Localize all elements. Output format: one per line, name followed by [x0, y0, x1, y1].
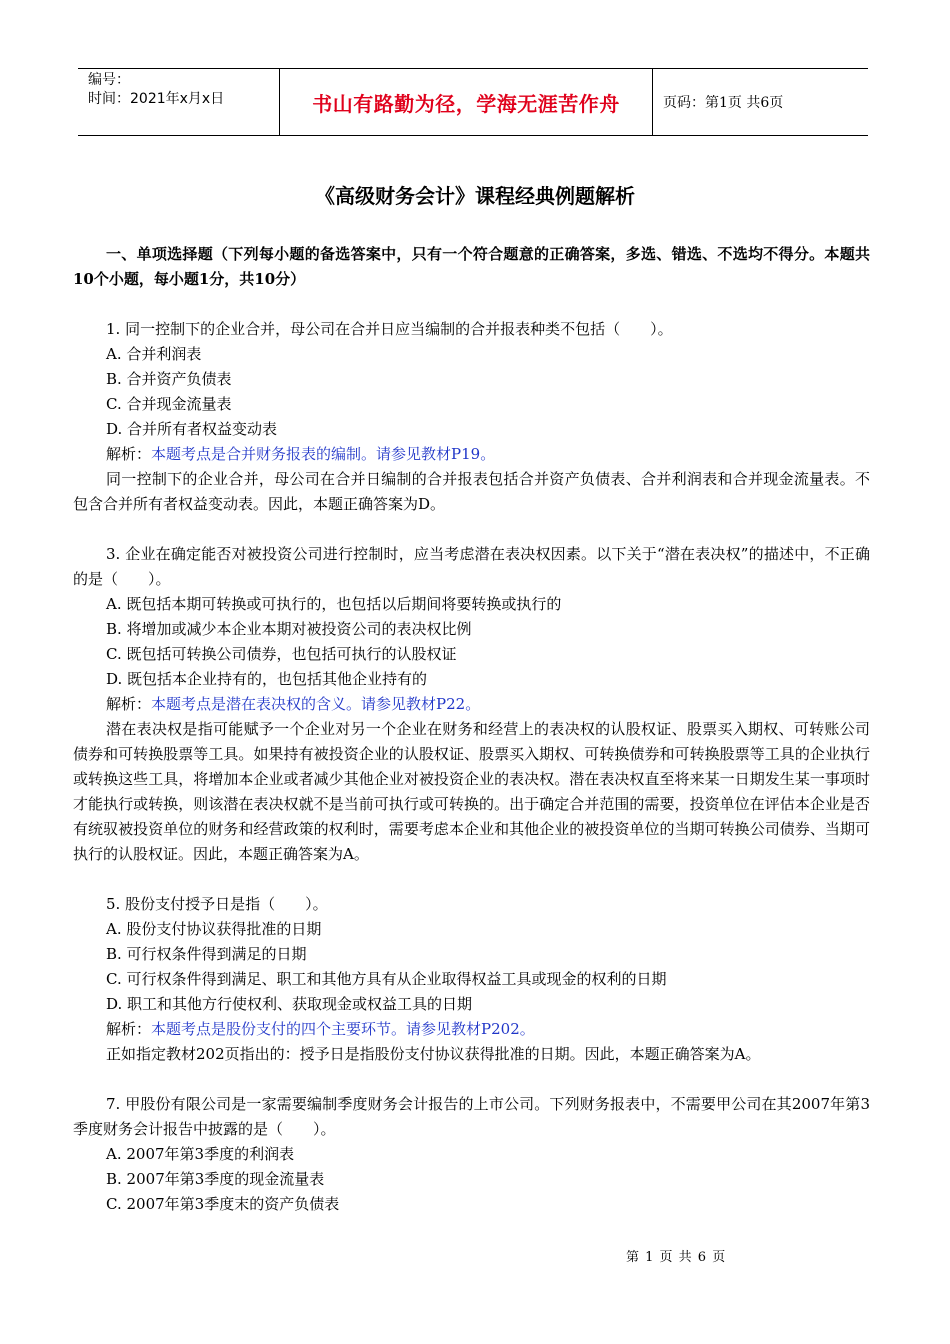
- option: B. 合并资产负债表: [106, 370, 232, 388]
- option: D. 既包括本企业持有的，也包括其他企业持有的: [106, 670, 428, 688]
- page-footer: 第 1 页 共 6 页: [626, 1250, 727, 1265]
- section-heading: 一、单项选择题（下列每小题的备选答案中，只有一个符合题意的正确答案，多选、错选、不选均不得分。本题共10个小题，每小题1分，共10分）: [73, 245, 870, 288]
- analysis-label: 解析：: [106, 695, 152, 713]
- question-stem: 1. 同一控制下的企业合并，母公司在合并日应当编制的合并报表种类不包括（ ）。: [106, 320, 673, 338]
- question-stem: 3. 企业在确定能否对被投资公司进行控制时，应当考虑潜在表决权因素。以下关于“潜在表决权”的描述中，不正确的是（ ）。: [73, 545, 870, 588]
- option: A. 合并利润表: [106, 345, 202, 363]
- question-stem: 7. 甲股份有限公司是一家需要编制季度财务会计报告的上市公司。下列财务报表中，不需要甲公司在其2007年第3季度财务会计报告中披露的是（ ）。: [73, 1095, 870, 1138]
- option: C. 可行权条件得到满足、职工和其他方具有从企业取得权益工具或现金的权利的日期: [106, 970, 667, 988]
- option: A. 股份支付协议获得批准的日期: [106, 920, 322, 938]
- explanation: 潜在表决权是指可能赋予一个企业对另一个企业在财务和经营上的表决权的认股权证、股票买入期权、可转账公司债券和可转换股票等工具。如果持有被投资企业的认股权证、股票买入期权、可转换债券和可转换股票等工具的企业执行或转换这些工具，将增加本企业或者减少其他企业对被投资企业的表决权。潜在表决权直至将来某一日期发生某一事项时才能执行或转换，则该潜在表决权就不是当前可执行或可转换的。出于确定合并范围的需要，投资单位在评估本企业是否有统驭被投资单位的财务和经营政策的权利时，需要考虑本企业和其他企业的被投资单位的当期可转换公司债券、当期可执行的认股权证。因此，本题正确答案为A。: [73, 720, 870, 863]
- analysis-label: 解析：: [106, 1020, 152, 1038]
- option: B. 将增加或减少本企业本期对被投资公司的表决权比例: [106, 620, 472, 638]
- analysis-line: [73, 1017, 870, 1042]
- option: B. 可行权条件得到满足的日期: [106, 945, 307, 963]
- header-motto-cell: [280, 69, 653, 135]
- explanation: 正如指定教材202页指出的：授予日是指股份支付协议获得批准的日期。因此，本题正确答案为A。: [106, 1045, 761, 1063]
- number-label: 编号：: [88, 72, 130, 88]
- option: D. 合并所有者权益变动表: [106, 420, 278, 438]
- time-label: 时间：2021年x月x日: [88, 91, 225, 107]
- analysis-label: 解析：: [106, 445, 152, 463]
- page-header: [78, 68, 868, 136]
- analysis-reference: 本题考点是合并财务报表的编制。请参见教材P19。: [151, 445, 496, 463]
- option: C. 合并现金流量表: [106, 395, 232, 413]
- analysis-line: [73, 692, 870, 717]
- option: D. 职工和其他方行使权利、获取现金或权益工具的日期: [106, 995, 473, 1013]
- header-meta: [78, 69, 280, 135]
- explanation: 同一控制下的企业合并，母公司在合并日编制的合并报表包括合并资产负债表、合并利润表和合并现金流量表。不包含合并所有者权益变动表。因此，本题正确答案为D。: [73, 470, 870, 513]
- option: C. 既包括可转换公司债券，也包括可执行的认股权证: [106, 645, 457, 663]
- option: A. 2007年第3季度的利润表: [106, 1145, 295, 1163]
- analysis-reference: 本题考点是股份支付的四个主要环节。请参见教材P202。: [151, 1020, 535, 1038]
- document-body: [73, 242, 870, 1217]
- analysis-reference: 本题考点是潜在表决权的含义。请参见教材P22。: [151, 695, 481, 713]
- option: C. 2007年第3季度末的资产负债表: [106, 1195, 340, 1213]
- motto: 书山有路勤为径，学海无涯苦作舟: [312, 91, 620, 116]
- question-stem: 5. 股份支付授予日是指（ ）。: [106, 895, 328, 913]
- question-3: [73, 542, 870, 867]
- question-7: [73, 1092, 870, 1217]
- question-5: [73, 892, 870, 1067]
- option: B. 2007年第3季度的现金流量表: [106, 1170, 325, 1188]
- header-page-info: 页码：第1页 共6页: [663, 95, 784, 111]
- document-title: 《高级财务会计》课程经典例题解析: [315, 184, 635, 208]
- analysis-line: [73, 442, 870, 467]
- option: A. 既包括本期可转换或可执行的，也包括以后期间将要转换或执行的: [106, 595, 562, 613]
- question-1: [73, 317, 870, 517]
